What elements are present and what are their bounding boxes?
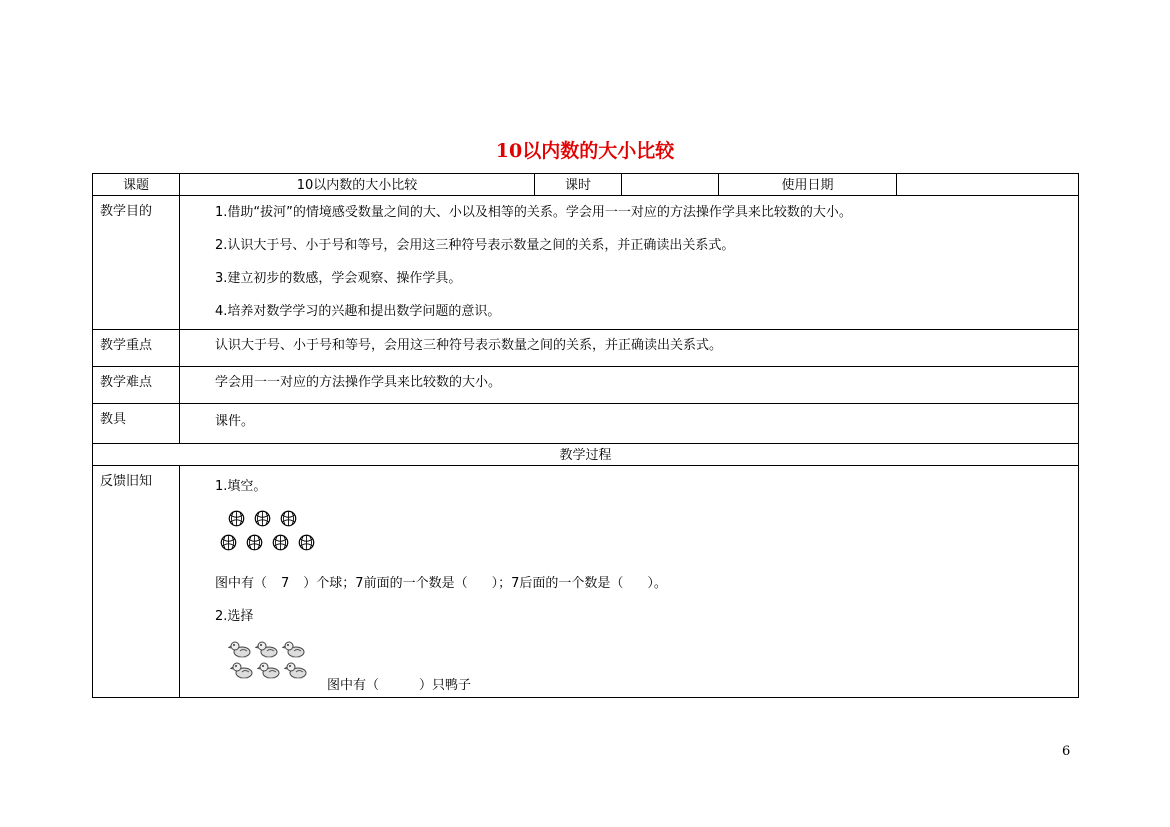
duck-icon xyxy=(257,661,281,679)
feedback-content xyxy=(180,466,1079,698)
objective-item: 1.借助“拔河”的情境感受数量之间的大、小以及相等的关系。学会用一一对应的方法操作学具来比较数的大小。 xyxy=(215,205,852,220)
process-label: 教学过程 xyxy=(93,444,1079,466)
question-2-text: 图中有（ ）只鸭子 xyxy=(327,678,472,693)
period-label: 课时 xyxy=(535,174,622,196)
duck-icon xyxy=(255,640,279,658)
topic-label: 课题 xyxy=(93,174,180,196)
key-point-text: 认识大于号、小于号和等号，会用这三种符号表示数量之间的关系，并正确读出关系式。 xyxy=(215,338,723,353)
basketball-icon xyxy=(246,534,263,551)
duck-icon xyxy=(284,661,308,679)
date-label: 使用日期 xyxy=(719,174,897,196)
duck-icon xyxy=(230,661,254,679)
document-title: 10以内数的大小比较 xyxy=(495,140,675,162)
topic-value: 10以内数的大小比较 xyxy=(180,174,535,196)
feedback-row xyxy=(93,466,1079,698)
question-1-title: 1.填空。 xyxy=(215,479,267,494)
objective-item: 2.认识大于号、小于号和等号，会用这三种符号表示数量之间的关系，并正确读出关系式。 xyxy=(215,238,735,253)
answer-7: 7 xyxy=(281,576,290,591)
question-2-title: 2.选择 xyxy=(215,609,254,624)
header-row xyxy=(93,174,1079,196)
date-value xyxy=(897,174,1079,196)
duck-icon xyxy=(228,640,252,658)
process-row xyxy=(93,444,1079,466)
page-number: 6 xyxy=(1062,744,1071,759)
basketball-icon xyxy=(298,534,315,551)
objectives-row xyxy=(93,196,1079,330)
objective-item: 3.建立初步的数感，学会观察、操作学具。 xyxy=(215,271,462,286)
tools-row xyxy=(93,404,1079,444)
objectives-content xyxy=(180,196,1079,330)
feedback-label: 反馈旧知 xyxy=(93,466,180,698)
basketball-icon xyxy=(254,510,271,527)
period-value xyxy=(622,174,719,196)
tools-label: 教具 xyxy=(93,404,180,444)
difficulty-row xyxy=(93,367,1079,404)
basketball-icon xyxy=(220,534,237,551)
objectives-label: 教学目的 xyxy=(93,196,180,330)
basketball-icon xyxy=(280,510,297,527)
key-point-row xyxy=(93,330,1079,367)
question-1-text: 图中有（ 7 ）个球；7前面的一个数是（ ）；7后面的一个数是（ ）。 xyxy=(215,576,667,591)
key-point-label: 教学重点 xyxy=(93,330,180,367)
difficulty-label: 教学难点 xyxy=(93,367,180,404)
lesson-plan-table xyxy=(92,173,1079,698)
objective-item: 4.培养对数学学习的兴趣和提出数学问题的意识。 xyxy=(215,304,501,319)
duck-icon xyxy=(282,640,306,658)
difficulty-text: 学会用一一对应的方法操作学具来比较数的大小。 xyxy=(215,375,502,390)
tools-text: 课件。 xyxy=(215,414,255,429)
basketball-icon xyxy=(228,510,245,527)
basketball-icon xyxy=(272,534,289,551)
